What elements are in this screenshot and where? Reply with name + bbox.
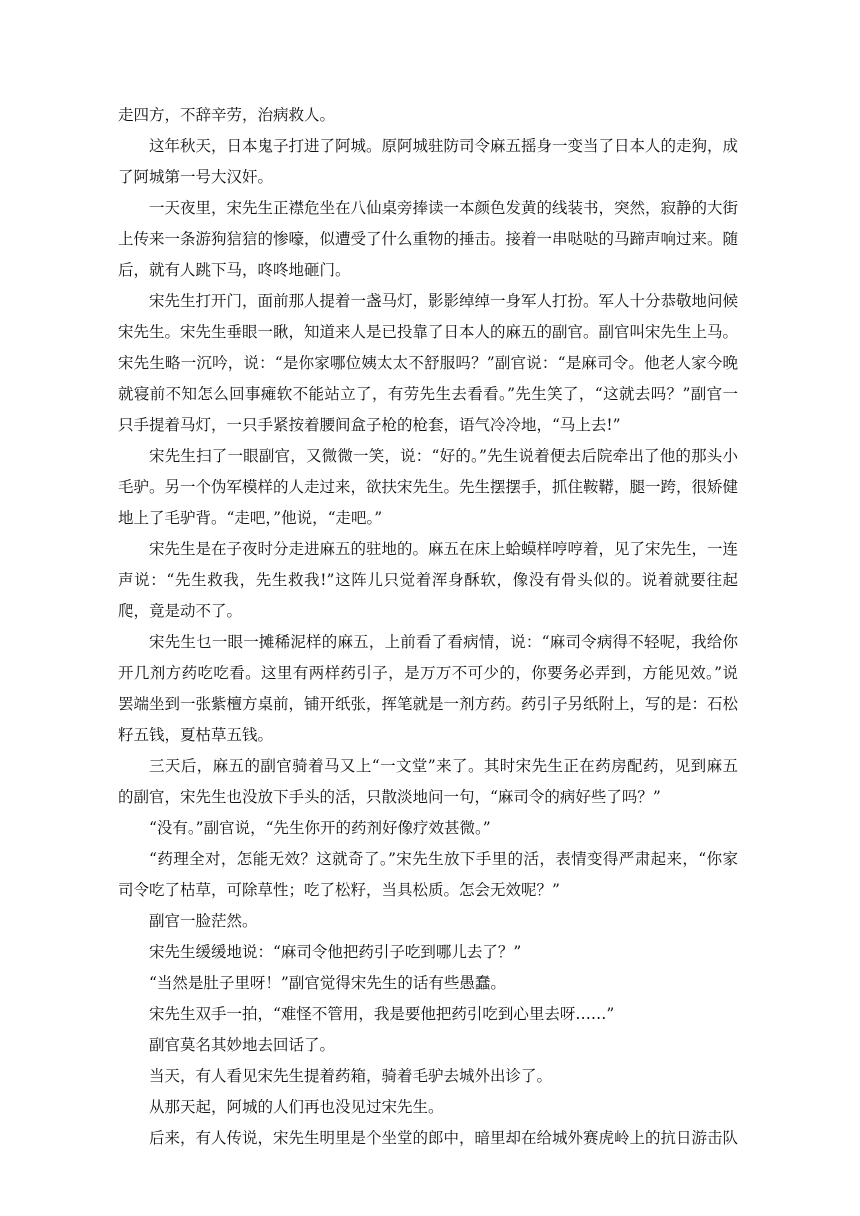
paragraph: 从那天起，阿城的人们再也没见过宋先生。 <box>149 1098 444 1116</box>
document-page <box>118 100 738 1154</box>
paragraph: 当天，有人看见宋先生提着药箱，骑着毛驴去城外出诊了。 <box>149 1067 553 1085</box>
paragraph: 宋先生乜一眼一摊稀泥样的麻五，上前看了看病情，说：“麻司令病得不轻呢，我给你开几剂方药吃吃看。这里有两样药引子，是万万不可少的，你要务必弄到，方能见效。”说罢端坐到一张紫檀方桌前，铺开纸张，挥笔就是一剂方药。药引子另纸附上，写的是：石松籽五钱，夏枯草五钱。 <box>118 633 739 744</box>
paragraph: 走四方，不辞辛劳，治病救人。 <box>118 106 336 124</box>
paragraph: 一天夜里，宋先生正襟危坐在八仙桌旁捧读一本颜色发黄的线装书，突然，寂静的大街上传来一条游狗狺狺的惨嚎，似遭受了什么重物的捶击。接着一串哒哒的马蹄声响过来。随后，就有人跳下马，咚咚地砸门。 <box>118 199 739 279</box>
paragraph: 这年秋天，日本鬼子打进了阿城。原阿城驻防司令麻五摇身一变当了日本人的走狗，成了阿城第一号大汉奸。 <box>118 137 739 186</box>
paragraph: “当然是肚子里呀！”副官觉得宋先生的话有些愚蠢。 <box>149 974 506 992</box>
paragraph: 宋先生打开门，面前那人提着一盏马灯，影影绰绰一身军人打扮。军人十分恭敬地问候宋先生。宋先生垂眼一瞅，知道来人是已投靠了日本人的麻五的副官。副官叫宋先生上马。宋先生略一沉吟，说：“是你家哪位姨太太不舒服吗？”副官说：“是麻司令。他老人家今晚就寝前不知怎么回事瘫软不能站立了，有劳先生去看看。”先生笑了，“这就去吗？”副官一只手提着马灯，一只手紧按着腰间盒子枪的枪套，语气冷冷地，“马上去!” <box>118 292 739 434</box>
paragraph: 后来，有人传说，宋先生明里是个坐堂的郎中，暗里却在给城外赛虎岭上的抗日游击队 <box>149 1129 739 1147</box>
paragraph: 副官一脸茫然。 <box>149 912 258 930</box>
paragraph: “药理全对，怎能无效？这就奇了。”宋先生放下手里的活，表情变得严肃起来，“你家司令吃了枯草，可除草性；吃了松籽，当具松质。怎会无效呢？” <box>118 850 738 899</box>
paragraph: 副官莫名其妙地去回话了。 <box>149 1036 336 1054</box>
paragraph: “没有。”副官说，“先生你开的药剂好像疗效甚微。” <box>149 819 491 837</box>
paragraph: 宋先生缓缓地说：“麻司令他把药引子吃到哪儿去了？” <box>149 943 522 961</box>
paragraph: 三天后，麻五的副官骑着马又上“一文堂”来了。其时宋先生正在药房配药，见到麻五的副官，宋先生也没放下手头的活，只散淡地问一句，“麻司令的病好些了吗？” <box>118 757 738 806</box>
paragraph: 宋先生双手一拍，“难怪不管用，我是要他把药引吃到心里去呀……” <box>149 1005 615 1023</box>
paragraph: 宋先生是在子夜时分走进麻五的驻地的。麻五在床上蛤蟆样哼哼着，见了宋先生，一连声说：“先生救我，先生救我!”这阵儿只觉着浑身酥软，像没有骨头似的。说着就要往起爬，竟是动不了。 <box>118 540 739 620</box>
paragraph: 宋先生扫了一眼副官，又微微一笑，说：“好的。”先生说着便去后院牵出了他的那头小毛驴。另一个伪军模样的人走过来，欲扶宋先生。先生摆摆手，抓住鞍鞯，腿一跨，很矫健地上了毛驴背。“走吧，”他说，“走吧。” <box>118 447 739 527</box>
